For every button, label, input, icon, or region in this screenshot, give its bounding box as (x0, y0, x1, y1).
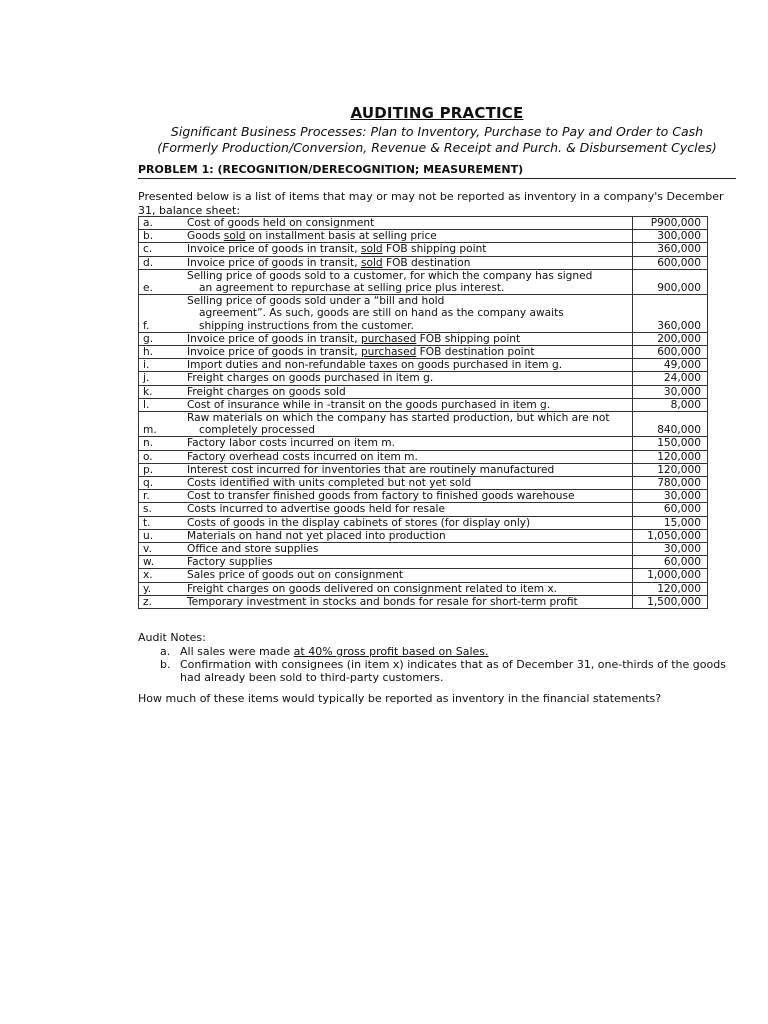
item-text: Materials on hand not yet placed into production (187, 529, 446, 542)
table-row (139, 503, 708, 516)
item-letter: z. (139, 595, 185, 608)
item-letter: t. (139, 516, 185, 529)
item-description (184, 529, 633, 542)
audit-notes-list (160, 645, 740, 684)
item-amount: 900,000 (633, 269, 708, 294)
item-description-line (187, 451, 629, 463)
item-text: Freight charges on goods delivered on consignment related to item x. (187, 582, 558, 595)
item-text: Cost of insurance while in -transit on the goods purchased in item g. (187, 398, 551, 411)
item-text: Selling price of goods sold under a “bill and hold (187, 295, 445, 308)
item-description (184, 256, 633, 269)
item-description-line (187, 386, 629, 398)
item-description (184, 437, 633, 450)
table-row (139, 398, 708, 411)
item-description-line (187, 490, 629, 502)
item-text-underlined: sold (360, 243, 383, 256)
table-row (139, 359, 708, 372)
item-text: Interest cost incurred for inventories that are routinely manufactured (187, 463, 555, 476)
item-description (184, 332, 633, 345)
item-amount: 24,000 (633, 372, 708, 385)
item-amount: 60,000 (633, 503, 708, 516)
audit-note-a (160, 645, 740, 658)
item-letter: c. (139, 243, 185, 256)
item-letter: b. (139, 230, 185, 243)
item-amount: 30,000 (633, 490, 708, 503)
item-amount: 1,000,000 (633, 569, 708, 582)
item-description-continuation: agreement”. As such, goods are still on hand as the company awaits (199, 307, 564, 320)
item-letter: x. (139, 569, 185, 582)
item-text: Selling price of goods sold to a customer, for which the company has signed (187, 269, 593, 282)
item-description-line (187, 503, 629, 515)
item-amount: 360,000 (633, 243, 708, 256)
item-description-line (187, 477, 629, 489)
table-row (139, 256, 708, 269)
item-amount: 300,000 (633, 230, 708, 243)
item-description (184, 569, 633, 582)
item-letter: o. (139, 450, 185, 463)
table-row (139, 217, 708, 230)
item-description-line (187, 556, 629, 568)
item-letter: m. (139, 412, 185, 437)
item-text: Office and store supplies (187, 543, 319, 556)
item-description-line (187, 464, 629, 476)
item-description (184, 385, 633, 398)
item-description-line (187, 217, 629, 229)
item-text-underlined: sold (223, 230, 246, 243)
table-row (139, 346, 708, 359)
audit-notes-heading: Audit Notes: (138, 631, 206, 644)
item-description-line (187, 583, 629, 595)
item-description-line (187, 257, 629, 269)
item-letter: h. (139, 346, 185, 359)
item-letter: s. (139, 503, 185, 516)
item-description-line (187, 569, 629, 581)
item-text: Import duties and non-refundable taxes on goods purchased in item g. (187, 359, 563, 372)
item-description-line (187, 243, 629, 255)
item-description (184, 503, 633, 516)
item-description-line (187, 346, 629, 358)
item-letter: w. (139, 556, 185, 569)
item-description (184, 295, 633, 333)
item-text-underlined: sold (360, 256, 383, 269)
item-description-line (187, 399, 629, 411)
item-letter: u. (139, 529, 185, 542)
item-description-line (187, 596, 629, 608)
item-text: Freight charges on goods sold (187, 385, 346, 398)
item-text: on installment basis at selling price (245, 230, 437, 243)
item-description (184, 230, 633, 243)
table-row (139, 243, 708, 256)
item-text-underlined: purchased (360, 346, 417, 359)
audit-note-letter: a. (160, 645, 171, 658)
item-description (184, 412, 633, 437)
table-row (139, 543, 708, 556)
item-letter: l. (139, 398, 185, 411)
item-description (184, 595, 633, 608)
audit-note-a-text: All sales were made (180, 645, 294, 658)
table-row (139, 595, 708, 608)
problem-question: How much of these items would typically be reported as inventory in the financial statements? (138, 692, 662, 705)
item-description-continuation: an agreement to repurchase at selling price plus interest. (199, 282, 505, 295)
item-amount: 780,000 (633, 477, 708, 490)
item-letter: e. (139, 269, 185, 294)
table-row (139, 269, 708, 294)
item-text: Costs identified with units completed but not yet sold (187, 477, 472, 490)
item-text: Costs of goods in the display cabinets of stores (for display only) (187, 516, 531, 529)
inventory-items-table (138, 216, 708, 609)
item-text: FOB destination (382, 256, 471, 269)
item-description-line (187, 517, 629, 529)
table-row (139, 529, 708, 542)
item-amount: 360,000 (633, 295, 708, 333)
item-amount: 120,000 (633, 582, 708, 595)
table-row (139, 372, 708, 385)
item-amount: 200,000 (633, 332, 708, 345)
item-text: FOB destination point (416, 346, 535, 359)
table-row (139, 385, 708, 398)
item-description-line (187, 359, 629, 371)
item-description-line (187, 543, 629, 555)
table-row (139, 556, 708, 569)
item-description (184, 450, 633, 463)
item-letter: j. (139, 372, 185, 385)
item-amount: 30,000 (633, 543, 708, 556)
item-letter: i. (139, 359, 185, 372)
item-description (184, 269, 633, 294)
item-amount: 840,000 (633, 412, 708, 437)
audit-note-letter: b. (160, 658, 171, 671)
item-amount: 60,000 (633, 556, 708, 569)
item-text: Cost to transfer finished goods from factory to finished goods warehouse (187, 490, 575, 503)
item-text: Freight charges on goods purchased in item g. (187, 372, 434, 385)
item-amount: P900,000 (633, 217, 708, 230)
item-amount: 30,000 (633, 385, 708, 398)
item-text: Invoice price of goods in transit, (187, 332, 361, 345)
item-amount: 600,000 (633, 256, 708, 269)
item-description (184, 490, 633, 503)
item-amount: 150,000 (633, 437, 708, 450)
item-amount: 49,000 (633, 359, 708, 372)
item-letter: n. (139, 437, 185, 450)
item-description (184, 556, 633, 569)
document-title: AUDITING PRACTICE (350, 104, 524, 122)
item-text: Invoice price of goods in transit, (187, 256, 361, 269)
item-description-line (187, 530, 629, 542)
item-amount: 8,000 (633, 398, 708, 411)
item-description (184, 516, 633, 529)
item-letter: g. (139, 332, 185, 345)
item-text: Invoice price of goods in transit, (187, 243, 361, 256)
item-letter: d. (139, 256, 185, 269)
item-text: FOB shipping point (416, 332, 521, 345)
table-row (139, 450, 708, 463)
item-amount: 120,000 (633, 450, 708, 463)
document-subtitle-line2: (Formerly Production/Conversion, Revenue & Receipt and Purch. & Disbursement Cycles) (157, 140, 717, 155)
item-letter: f. (139, 295, 185, 333)
item-text: Cost of goods held on consignment (187, 217, 375, 229)
item-description (184, 243, 633, 256)
item-description (184, 346, 633, 359)
item-description-continuation: shipping instructions from the customer. (199, 319, 414, 332)
item-letter: a. (139, 217, 185, 230)
item-description-line (187, 333, 629, 345)
table-row (139, 477, 708, 490)
item-description (184, 477, 633, 490)
item-description-line (187, 437, 629, 449)
problem-intro: Presented below is a list of items that may or may not be reported as inventory in a company's December 31, balance sheet: (138, 190, 724, 217)
table-row (139, 569, 708, 582)
item-text: Factory overhead costs incurred on item m. (187, 450, 418, 463)
table-row (139, 332, 708, 345)
item-description-continuation: completely processed (199, 424, 316, 437)
item-description (184, 359, 633, 372)
item-description (184, 398, 633, 411)
item-description (184, 372, 633, 385)
item-amount: 120,000 (633, 463, 708, 476)
item-description-line (187, 372, 629, 384)
table-row (139, 295, 708, 333)
item-description (184, 543, 633, 556)
table-row (139, 230, 708, 243)
item-letter: p. (139, 463, 185, 476)
item-description-line (187, 230, 629, 242)
item-text: Factory supplies (187, 556, 273, 569)
audit-note-b-text: Confirmation with consignees (in item x) indicates that as of December 31, one-thirds of the goods had already been sold to third-party customers. (180, 658, 726, 684)
item-amount: 1,500,000 (633, 595, 708, 608)
item-text: Raw materials on which the company has started production, but which are not (187, 412, 610, 425)
item-description (184, 463, 633, 476)
item-letter: r. (139, 490, 185, 503)
item-text: Invoice price of goods in transit, (187, 346, 361, 359)
item-text: FOB shipping point (382, 243, 487, 256)
audit-note-text (180, 645, 740, 658)
item-description-line (187, 295, 629, 307)
item-amount: 15,000 (633, 516, 708, 529)
audit-note-a-underlined: at 40% gross profit based on Sales. (293, 645, 489, 658)
item-description-line (187, 270, 629, 282)
item-text: Temporary investment in stocks and bonds for resale for short-term profit (187, 595, 578, 608)
item-amount: 600,000 (633, 346, 708, 359)
item-amount: 1,050,000 (633, 529, 708, 542)
item-letter: q. (139, 477, 185, 490)
table-row (139, 463, 708, 476)
item-letter: k. (139, 385, 185, 398)
item-text: Sales price of goods out on consignment (187, 569, 404, 582)
item-letter: v. (139, 543, 185, 556)
item-text: Goods (187, 230, 224, 243)
item-letter: y. (139, 582, 185, 595)
item-description-line (187, 412, 629, 424)
table-row (139, 582, 708, 595)
item-text-underlined: purchased (360, 332, 417, 345)
table-row (139, 437, 708, 450)
item-description (184, 217, 633, 230)
problem-heading: PROBLEM 1: (RECOGNITION/DERECOGNITION; MEASUREMENT) (138, 163, 736, 179)
item-text: Factory labor costs incurred on item m. (187, 437, 395, 450)
item-description (184, 582, 633, 595)
table-row (139, 516, 708, 529)
item-text: Costs incurred to advertise goods held for resale (187, 503, 446, 516)
table-row (139, 412, 708, 437)
audit-note-b (160, 658, 740, 684)
table-row (139, 490, 708, 503)
document-subtitle-line1: Significant Business Processes: Plan to Inventory, Purchase to Pay and Order to Cash (170, 124, 704, 139)
